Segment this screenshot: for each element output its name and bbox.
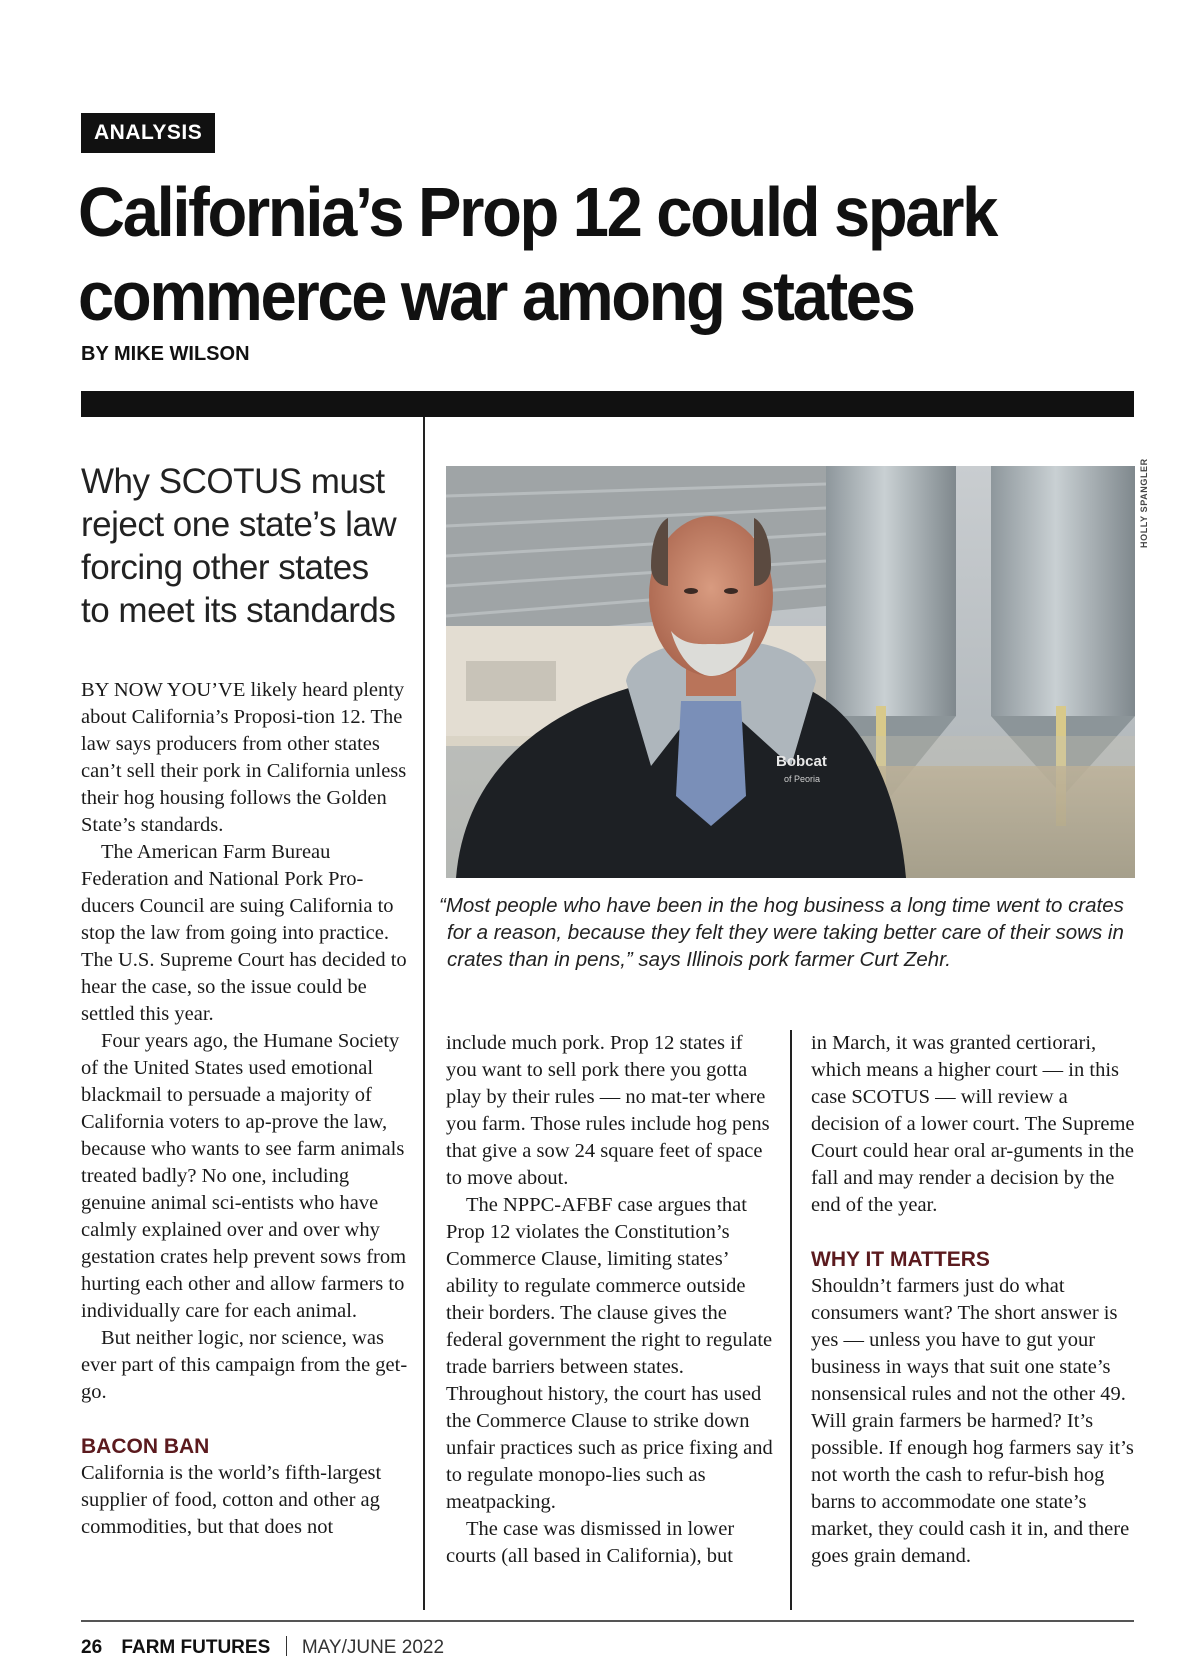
article-column-2 (446, 1030, 776, 1570)
column-divider-left (423, 417, 425, 1610)
article-column-3 (811, 1030, 1141, 1570)
deck: Why SCOTUS must reject one state’s law forcing other states to meet its standards (81, 462, 397, 630)
paragraph: The American Farm Bureau Federation and National Pork Pro-ducers Council are suing California to stop the law from going into practice. The U.S. Supreme Court has decided to hear the case, so the issue could be settled this year. (81, 841, 407, 1025)
paragraph: Four years ago, the Humane Society of the United States used emotional blackmail to persuade a majority of California voters to ap-prove the law, because who wants to see farm animals treated badly? No one, including genuine animal sci-entists who have calmly explained over and over why gestation crates help prevent sows from hurting each other and allow farmers to individually care for each animal. (81, 1030, 407, 1322)
headline-line-1: California’s Prop 12 could spark (78, 173, 997, 251)
paragraph: Shouldn’t farmers just do what consumers want? The short answer is yes — unless you have to gut your business in ways that suit one state’s nonsensical rules and not the other 49. Will grain farmers be harmed? It’s possible. If enough hog farmers say it’s not worth the cash to refur-bish hog barns to accommodate one state’s market, they could cash it in, and there goes grain demand. (811, 1275, 1134, 1567)
jacket-logo-sub: of Peoria (784, 774, 821, 784)
page-footer (81, 1636, 444, 1659)
paragraph: The NPPC-AFBF case argues that Prop 12 violates the Constitution’s Commerce Clause, limiting states’ ability to regulate commerce outside their borders. The clause gives the federal government the right to regulate trade barriers between states. Throughout history, the court has used the Commerce Clause to strike down unfair practices such as price fixing and to regulate monopo-lies such as meatpacking. (446, 1194, 773, 1513)
farmer-photo (446, 466, 1135, 878)
paragraph: BY NOW YOU’VE likely heard plenty about California’s Proposi-tion 12. The law says producers from other states can’t sell their pork in California unless their hog housing follows the Golden State’s standards. (81, 679, 407, 836)
headline (78, 170, 1064, 338)
photo-credit (1139, 458, 1153, 548)
header-rule (81, 391, 1134, 417)
subhead-why-it-matters: WHY IT MATTERS (811, 1248, 990, 1271)
footer-separator (286, 1636, 287, 1656)
paragraph: in March, it was granted certiorari, which means a higher court — in this case SCOTUS — will review a decision of a lower court. The Supreme Court could hear oral ar-guments in the fall and may render a decision by the end of the year. (811, 1032, 1135, 1216)
jacket-logo: Bobcat (776, 753, 827, 770)
subhead-bacon-ban: BACON BAN (81, 1435, 210, 1458)
headline-line-2: commerce war among states (78, 257, 914, 335)
article-column-1 (81, 677, 411, 1541)
page-number: 26 (81, 1637, 103, 1658)
column-divider-right (790, 1030, 792, 1610)
paragraph: California is the world’s fifth-largest supplier of food, cotton and other ag commodities, but that does not (81, 1462, 382, 1538)
section-label: ANALYSIS (81, 113, 215, 153)
paragraph: But neither logic, nor science, was ever part of this campaign from the get-go. (81, 1327, 408, 1403)
photo-credit-text: HOLLY SPANGLER (1139, 458, 1149, 548)
farmer-portrait-image (446, 466, 1135, 878)
issue-date: MAY/JUNE 2022 (301, 1637, 445, 1658)
byline: BY MIKE WILSON (81, 343, 250, 365)
paragraph: The case was dismissed in lower courts (all based in California), but (446, 1518, 735, 1567)
photo-caption: “Most people who have been in the hog business a long time went to crates for a reason, because they felt they were taking better care of their sows in crates than in pens,” says Illinois pork farmer Curt Zehr. (439, 894, 1124, 971)
magazine-name: FARM FUTURES (121, 1637, 271, 1658)
footer-rule (81, 1620, 1134, 1622)
paragraph: include much pork. Prop 12 states if you want to sell pork there you gotta play by their rules — no mat-ter where you farm. Those rules include hog pens that give a sow 24 square feet of space to move about. (446, 1032, 770, 1189)
